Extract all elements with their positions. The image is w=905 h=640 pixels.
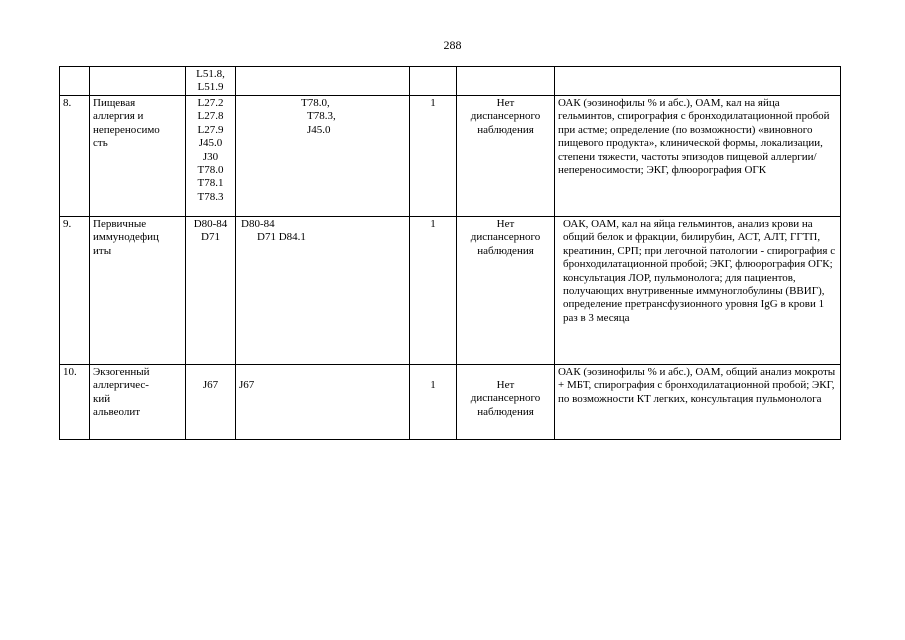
icd-codes-primary bbox=[186, 96, 236, 217]
disease-name bbox=[90, 365, 186, 440]
table-row bbox=[60, 67, 841, 96]
disease-name bbox=[90, 217, 186, 365]
examinations bbox=[555, 67, 841, 96]
frequency: 1 bbox=[410, 365, 457, 440]
observation-line: диспансерного bbox=[470, 110, 541, 123]
disease-name-line: сть bbox=[93, 137, 108, 150]
disease-name-line: кий bbox=[93, 392, 111, 405]
icd-code: J67 bbox=[202, 379, 219, 391]
table-row bbox=[60, 365, 841, 440]
icd-codes-primary bbox=[186, 217, 236, 365]
observation-status bbox=[457, 96, 555, 217]
observation-line: наблюдения bbox=[477, 405, 534, 418]
frequency: 1 bbox=[410, 96, 457, 217]
observation-status bbox=[457, 365, 555, 440]
observation-status bbox=[457, 67, 555, 96]
row-number: 8. bbox=[60, 96, 90, 217]
icd-code: J45.0 bbox=[198, 137, 223, 150]
observation-status bbox=[457, 217, 555, 365]
icd-code: L51.9 bbox=[197, 81, 224, 94]
icd-code: J30 bbox=[202, 150, 219, 163]
examinations: ОАК (эозинофилы % и абс.), ОАМ, кал на яйца гельминтов, спирография с бронходилатационной пробой при астме; определение (по возможности) «виновного пищевого продукта», клинической формы, локализации, степени тяжести, частоты эпизодов пищевой аллергии/непереносимости; ЭКГ, флюорография ОГК bbox=[555, 96, 841, 217]
observation-line: Нет bbox=[496, 218, 515, 230]
table-row bbox=[60, 217, 841, 365]
observation-line: диспансерного bbox=[470, 392, 541, 405]
icd-codes-secondary bbox=[236, 365, 410, 440]
icd-code: L27.9 bbox=[197, 123, 224, 136]
icd-code: D71 D84.1 bbox=[257, 231, 306, 244]
icd-code: D71 bbox=[201, 231, 220, 244]
disease-name-line: аллергичес- bbox=[93, 379, 149, 392]
icd-code: L51.8, bbox=[196, 68, 225, 80]
row-number bbox=[60, 67, 90, 96]
icd-codes-secondary bbox=[236, 96, 410, 217]
icd-codes-primary bbox=[186, 365, 236, 440]
icd-code: T78.3 bbox=[197, 190, 224, 203]
icd-code: J45.0 bbox=[307, 123, 331, 136]
icd-code: D80-84 bbox=[241, 218, 275, 230]
examinations: ОАК (эозинофилы % и абс.), ОАМ, общий анализ мокроты + МБТ, спирография с бронходилатационной пробой; ЭКГ, по возможности КТ легких, консультация пульмонолога bbox=[555, 365, 841, 440]
disease-name-line: Пищевая bbox=[93, 97, 136, 109]
disease-name-line: Первичные bbox=[93, 218, 147, 230]
disease-name-line: иммунодефиц bbox=[93, 231, 159, 244]
observation-line: диспансерного bbox=[470, 231, 541, 244]
disease-name-line: Экзогенный bbox=[93, 366, 150, 378]
disease-name bbox=[90, 96, 186, 217]
disease-name-line: аллергия и bbox=[93, 110, 144, 123]
disease-name-line: непереносимо bbox=[93, 123, 160, 136]
observation-line: наблюдения bbox=[477, 244, 534, 257]
icd-code: T78.0, bbox=[301, 97, 330, 109]
icd-code: L27.2 bbox=[197, 97, 224, 109]
icd-code: D80-84 bbox=[193, 218, 228, 230]
icd-codes-primary bbox=[186, 67, 236, 96]
observation-line: Нет bbox=[496, 379, 515, 391]
dispensary-table bbox=[59, 66, 841, 440]
disease-name bbox=[90, 67, 186, 96]
page-number: 288 bbox=[443, 38, 462, 52]
row-number: 10. bbox=[60, 365, 90, 440]
disease-name-line: альвеолит bbox=[93, 406, 141, 419]
frequency: 1 bbox=[410, 217, 457, 365]
row-number: 9. bbox=[60, 217, 90, 365]
icd-code: T78.3, bbox=[307, 110, 336, 123]
icd-code: L27.8 bbox=[197, 110, 224, 123]
icd-codes-secondary bbox=[236, 67, 410, 96]
table-row bbox=[60, 96, 841, 217]
icd-codes-secondary bbox=[236, 217, 410, 365]
examinations: ОАК, ОАМ, кал на яйца гельминтов, анализ крови на общий белок и фракции, билирубин, АСТ, АЛТ, ГГТП, креатинин, СРП; при легочной патологии - спирография с бронходилатационной пробой; ЭКГ, флюорография ОГК; консультация ЛОР, пульмонолога; для пациентов, получающих внутривенные иммуноглобулины (ВВИГ), определение претрансфузионного уровня IgG в крови 1 раз в 3 месяца bbox=[555, 217, 841, 365]
observation-line: Нет bbox=[496, 97, 515, 109]
observation-line: наблюдения bbox=[477, 123, 534, 136]
disease-name-line: иты bbox=[93, 244, 112, 257]
icd-code: J67 bbox=[239, 379, 255, 391]
icd-code: T78.1 bbox=[197, 177, 224, 190]
frequency bbox=[410, 67, 457, 96]
icd-code: T78.0 bbox=[197, 164, 224, 177]
